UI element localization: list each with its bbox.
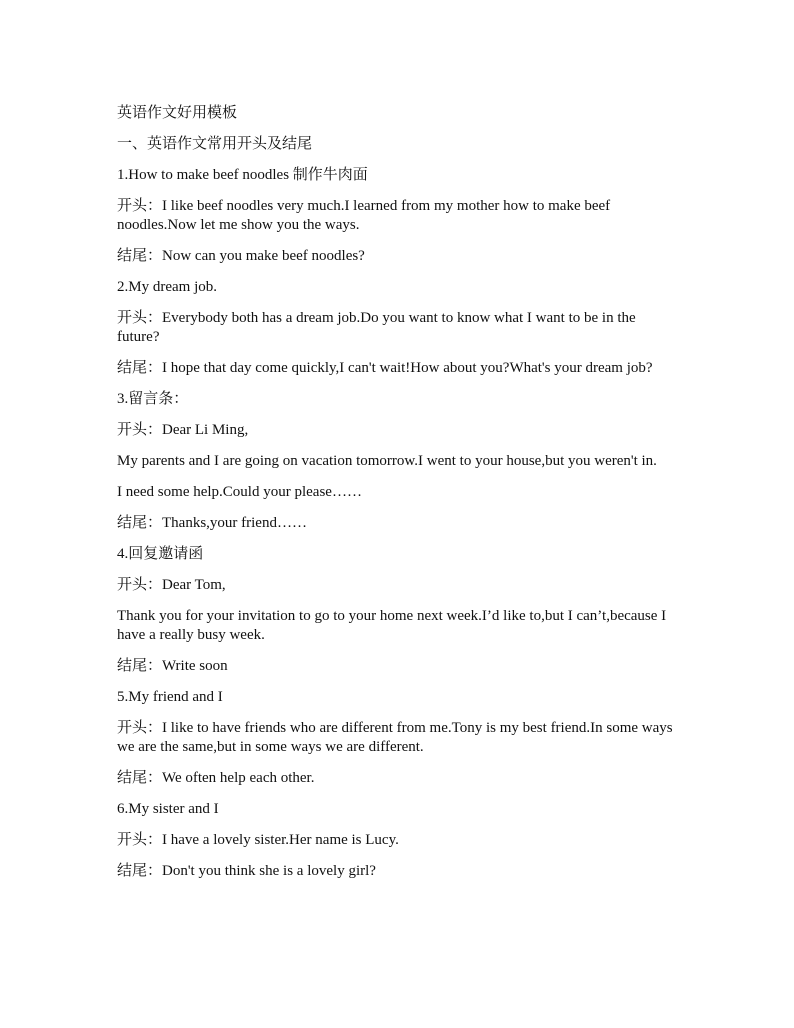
topic-6-opening: 开头：I have a lovely sister.Her name is Lucy. — [117, 832, 399, 848]
topic-5-heading: 5.My friend and I — [117, 689, 223, 705]
topic-5-opening: 开头：I like to have friends who are different from me.Tony is my best friend.In some ways we are the same,but in some ways we are different. — [117, 720, 673, 755]
topic-2-ending: 结尾：I hope that day come quickly,I can't wait!How about you?What's your dream job? — [117, 360, 653, 376]
topic-6-heading: 6.My sister and I — [117, 801, 219, 817]
topic-1-opening: 开头：I like beef noodles very much.I learned from my mother how to make beef noodles.Now let me show you the ways. — [117, 198, 611, 233]
topic-1-ending: 结尾：Now can you make beef noodles? — [117, 248, 365, 264]
topic-4-opening: 开头：Dear Tom, — [117, 577, 226, 593]
topic-3-body-2: I need some help.Could your please…… — [117, 484, 362, 500]
document-page — [117, 104, 677, 893]
topic-4-heading: 4.回复邀请函 — [117, 546, 204, 562]
topic-6-ending: 结尾：Don't you think she is a lovely girl? — [117, 863, 376, 879]
document-title: 英语作文好用模板 — [117, 105, 238, 121]
topic-5-ending: 结尾：We often help each other. — [117, 770, 315, 786]
topic-3-ending: 结尾：Thanks,your friend…… — [117, 515, 307, 531]
topic-2-opening: 开头：Everybody both has a dream job.Do you want to know what I want to be in the future? — [117, 310, 636, 345]
topic-2-heading: 2.My dream job. — [117, 279, 217, 295]
topic-4-ending: 结尾：Write soon — [117, 658, 228, 674]
topic-3-opening: 开头：Dear Li Ming, — [117, 422, 249, 438]
section-heading: 一、英语作文常用开头及结尾 — [117, 136, 313, 152]
topic-3-heading: 3.留言条： — [117, 391, 189, 407]
topic-3-body-1: My parents and I are going on vacation tomorrow.I went to your house,but you weren't in. — [117, 453, 657, 469]
topic-4-body: Thank you for your invitation to go to your home next week.I’d like to,but I can’t,because I have a really busy week. — [117, 608, 667, 643]
topic-1-heading: 1.How to make beef noodles 制作牛肉面 — [117, 167, 368, 183]
